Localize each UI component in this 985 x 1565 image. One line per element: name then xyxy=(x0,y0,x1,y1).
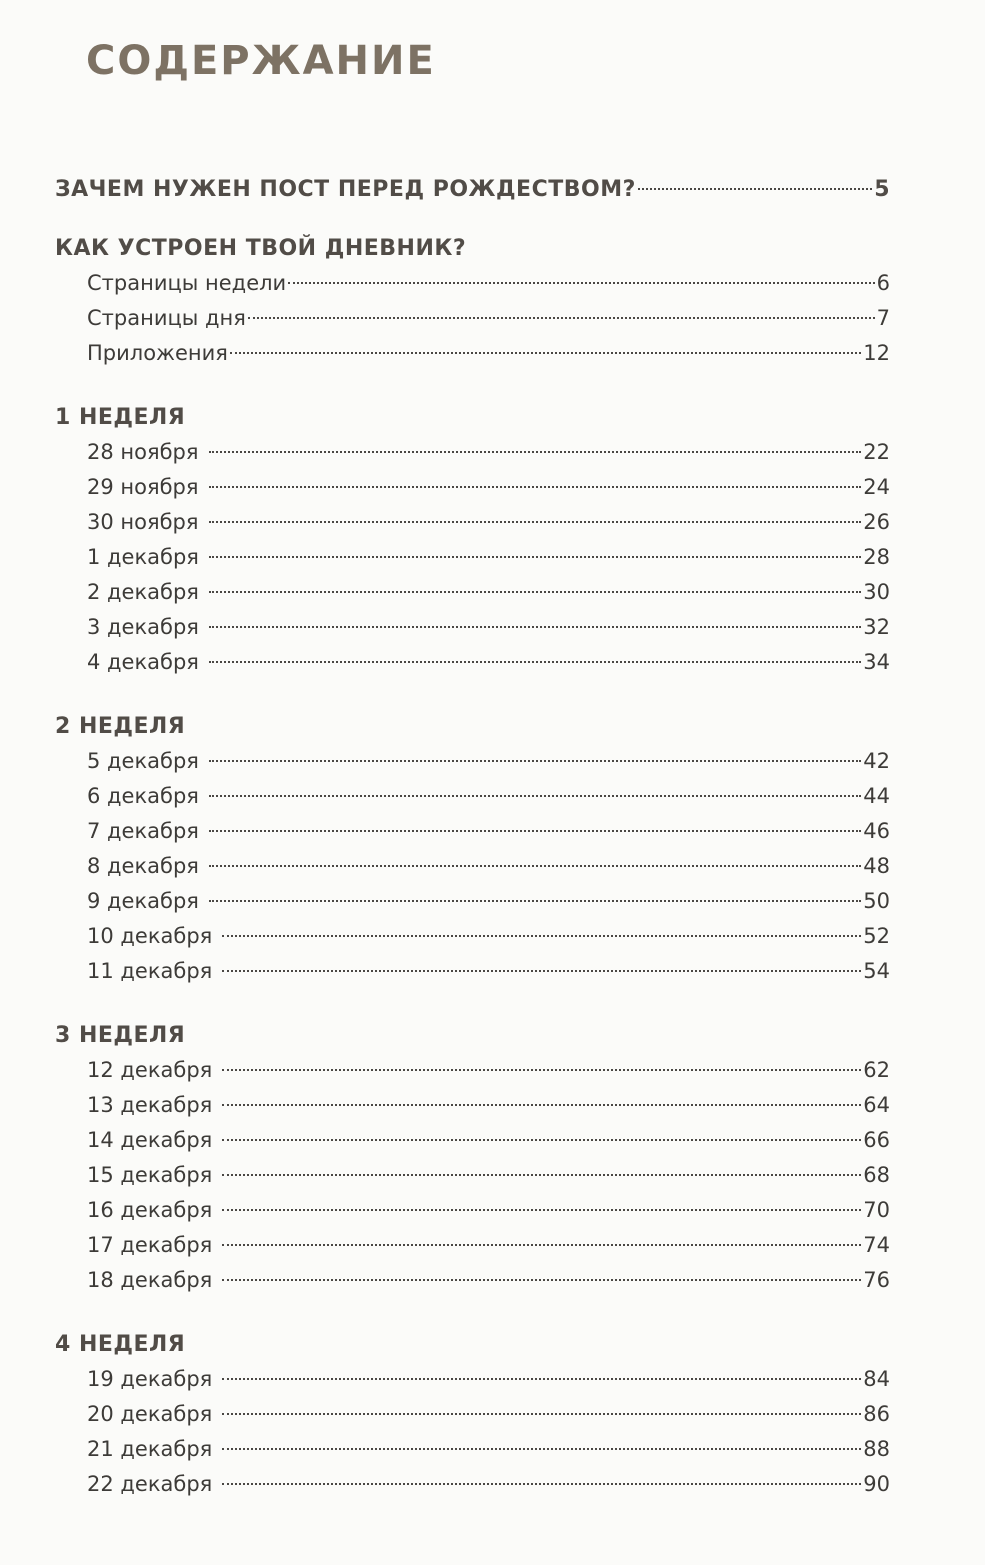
toc-entry[interactable] xyxy=(55,1123,890,1158)
toc-page-number: 12 xyxy=(863,341,890,365)
dot-leader xyxy=(222,1139,861,1141)
toc-entry-label: 2 декабря xyxy=(87,580,199,604)
weeks-list xyxy=(55,401,890,1502)
toc-entry[interactable] xyxy=(55,540,890,575)
week-section xyxy=(55,710,890,989)
dot-leader xyxy=(209,626,861,628)
toc-entry[interactable] xyxy=(55,1362,890,1397)
toc-entry[interactable] xyxy=(55,301,890,336)
toc-entry-label: 11 декабря xyxy=(87,959,213,983)
toc-entry-label: 5 декабря xyxy=(87,749,199,773)
toc-entry[interactable] xyxy=(55,954,890,989)
toc-entry-label: 12 декабря xyxy=(87,1058,213,1082)
week-section xyxy=(55,401,890,680)
toc-page-number: 64 xyxy=(863,1093,890,1117)
section-heading-week: 1 НЕДЕЛЯ xyxy=(55,405,186,430)
toc-entry[interactable] xyxy=(55,336,890,371)
toc-entry[interactable] xyxy=(55,266,890,301)
dot-leader xyxy=(222,1209,861,1211)
toc-entry-intro[interactable] xyxy=(55,170,890,210)
toc-entry[interactable] xyxy=(55,1193,890,1228)
toc-page-number: 5 xyxy=(874,177,890,202)
dot-leader xyxy=(230,352,861,354)
toc-entry-label: 7 декабря xyxy=(87,819,199,843)
toc-page-number: 74 xyxy=(863,1233,890,1257)
toc-page-number: 44 xyxy=(863,784,890,808)
toc-entry[interactable] xyxy=(55,1397,890,1432)
toc-entry-label: 13 декабря xyxy=(87,1093,213,1117)
dot-leader xyxy=(222,1279,861,1281)
toc-entry[interactable] xyxy=(55,744,890,779)
dot-leader xyxy=(222,1448,861,1450)
toc-entry[interactable] xyxy=(55,1088,890,1123)
dot-leader xyxy=(222,935,861,937)
table-of-contents xyxy=(55,170,890,1502)
toc-entry[interactable] xyxy=(55,575,890,610)
dot-leader xyxy=(288,282,874,284)
dot-leader xyxy=(209,795,861,797)
toc-entry-label: Страницы недели xyxy=(87,271,287,295)
dot-leader xyxy=(222,970,861,972)
toc-page-number: 66 xyxy=(863,1128,890,1152)
section-heading-week: 4 НЕДЕЛЯ xyxy=(55,1332,186,1357)
toc-entry[interactable] xyxy=(55,884,890,919)
toc-entry[interactable] xyxy=(55,435,890,470)
toc-entry-label: 10 декабря xyxy=(87,924,213,948)
toc-entry[interactable] xyxy=(55,1263,890,1298)
dot-leader xyxy=(222,1104,861,1106)
toc-page-number: 30 xyxy=(863,580,890,604)
dot-leader xyxy=(222,1069,861,1071)
toc-entry-label: 21 декабря xyxy=(87,1437,213,1461)
toc-page-number: 52 xyxy=(863,924,890,948)
toc-entry[interactable] xyxy=(55,505,890,540)
dot-leader xyxy=(209,760,861,762)
toc-entry-label: 17 декабря xyxy=(87,1233,213,1257)
dot-leader xyxy=(222,1413,861,1415)
toc-entry-label: 30 ноября xyxy=(87,510,199,534)
toc-entry[interactable] xyxy=(55,1053,890,1088)
dot-leader xyxy=(209,521,862,523)
toc-page-number: 32 xyxy=(863,615,890,639)
toc-entry-label: 4 декабря xyxy=(87,650,199,674)
toc-entry[interactable] xyxy=(55,814,890,849)
dot-leader xyxy=(209,451,862,453)
toc-page-number: 68 xyxy=(863,1163,890,1187)
howto-list xyxy=(55,266,890,371)
toc-entry[interactable] xyxy=(55,1432,890,1467)
week-section xyxy=(55,1019,890,1298)
toc-page-number: 48 xyxy=(863,854,890,878)
dot-leader xyxy=(209,900,861,902)
toc-page-number: 54 xyxy=(863,959,890,983)
toc-entry-label: 8 декабря xyxy=(87,854,199,878)
toc-entry-label: 9 декабря xyxy=(87,889,199,913)
toc-entry-label: 16 декабря xyxy=(87,1198,213,1222)
dot-leader xyxy=(638,188,872,190)
toc-entry[interactable] xyxy=(55,645,890,680)
toc-entry-label: 15 декабря xyxy=(87,1163,213,1187)
dot-leader xyxy=(222,1483,861,1485)
toc-page-number: 84 xyxy=(863,1367,890,1391)
toc-entry[interactable] xyxy=(55,849,890,884)
dot-leader xyxy=(248,317,875,319)
toc-page-number: 76 xyxy=(863,1268,890,1292)
toc-entry[interactable] xyxy=(55,1228,890,1263)
dot-leader xyxy=(209,591,861,593)
dot-leader xyxy=(209,556,861,558)
dot-leader xyxy=(209,830,861,832)
page-title: СОДЕРЖАНИЕ xyxy=(86,38,436,84)
toc-page-number: 34 xyxy=(863,650,890,674)
toc-page-number: 62 xyxy=(863,1058,890,1082)
toc-page-number: 6 xyxy=(876,271,890,295)
toc-entry-label: Приложения xyxy=(87,341,228,365)
section-heading-week: 2 НЕДЕЛЯ xyxy=(55,714,186,739)
toc-page-number: 90 xyxy=(863,1472,890,1496)
dot-leader xyxy=(222,1174,861,1176)
dot-leader xyxy=(209,865,861,867)
toc-entry-label: 6 декабря xyxy=(87,784,199,808)
toc-entry[interactable] xyxy=(55,779,890,814)
toc-entry-label: 18 декабря xyxy=(87,1268,213,1292)
toc-page-number: 88 xyxy=(863,1437,890,1461)
toc-page-number: 28 xyxy=(863,545,890,569)
toc-entry-label: 1 декабря xyxy=(87,545,199,569)
toc-entry[interactable] xyxy=(55,470,890,505)
toc-page-number: 70 xyxy=(863,1198,890,1222)
toc-entry-label: 20 декабря xyxy=(87,1402,213,1426)
toc-entry-label: 19 декабря xyxy=(87,1367,213,1391)
dot-leader xyxy=(222,1244,861,1246)
toc-page-number: 46 xyxy=(863,819,890,843)
toc-page-number: 24 xyxy=(863,475,890,499)
toc-entry[interactable] xyxy=(55,1467,890,1502)
section-heading-howto: КАК УСТРОЕН ТВОЙ ДНЕВНИК? xyxy=(55,236,467,261)
toc-page-number: 50 xyxy=(863,889,890,913)
toc-entry[interactable] xyxy=(55,1158,890,1193)
toc-page-number: 86 xyxy=(863,1402,890,1426)
toc-entry-label: 29 ноября xyxy=(87,475,199,499)
toc-page-number: 22 xyxy=(863,440,890,464)
toc-entry-label: 14 декабря xyxy=(87,1128,213,1152)
dot-leader xyxy=(209,661,861,663)
toc-entry-label: 3 декабря xyxy=(87,615,199,639)
toc-entry-label: ЗАЧЕМ НУЖЕН ПОСТ ПЕРЕД РОЖДЕСТВОМ? xyxy=(55,177,636,202)
toc-entry[interactable] xyxy=(55,610,890,645)
dot-leader xyxy=(209,486,862,488)
toc-entry-label: Страницы дня xyxy=(87,306,246,330)
toc-page-number: 26 xyxy=(863,510,890,534)
section-heading-week: 3 НЕДЕЛЯ xyxy=(55,1023,186,1048)
week-section xyxy=(55,1328,890,1502)
toc-page-number: 42 xyxy=(863,749,890,773)
toc-entry-label: 22 декабря xyxy=(87,1472,213,1496)
toc-entry[interactable] xyxy=(55,919,890,954)
dot-leader xyxy=(222,1378,861,1380)
toc-entry-label: 28 ноября xyxy=(87,440,199,464)
toc-page-number: 7 xyxy=(876,306,890,330)
